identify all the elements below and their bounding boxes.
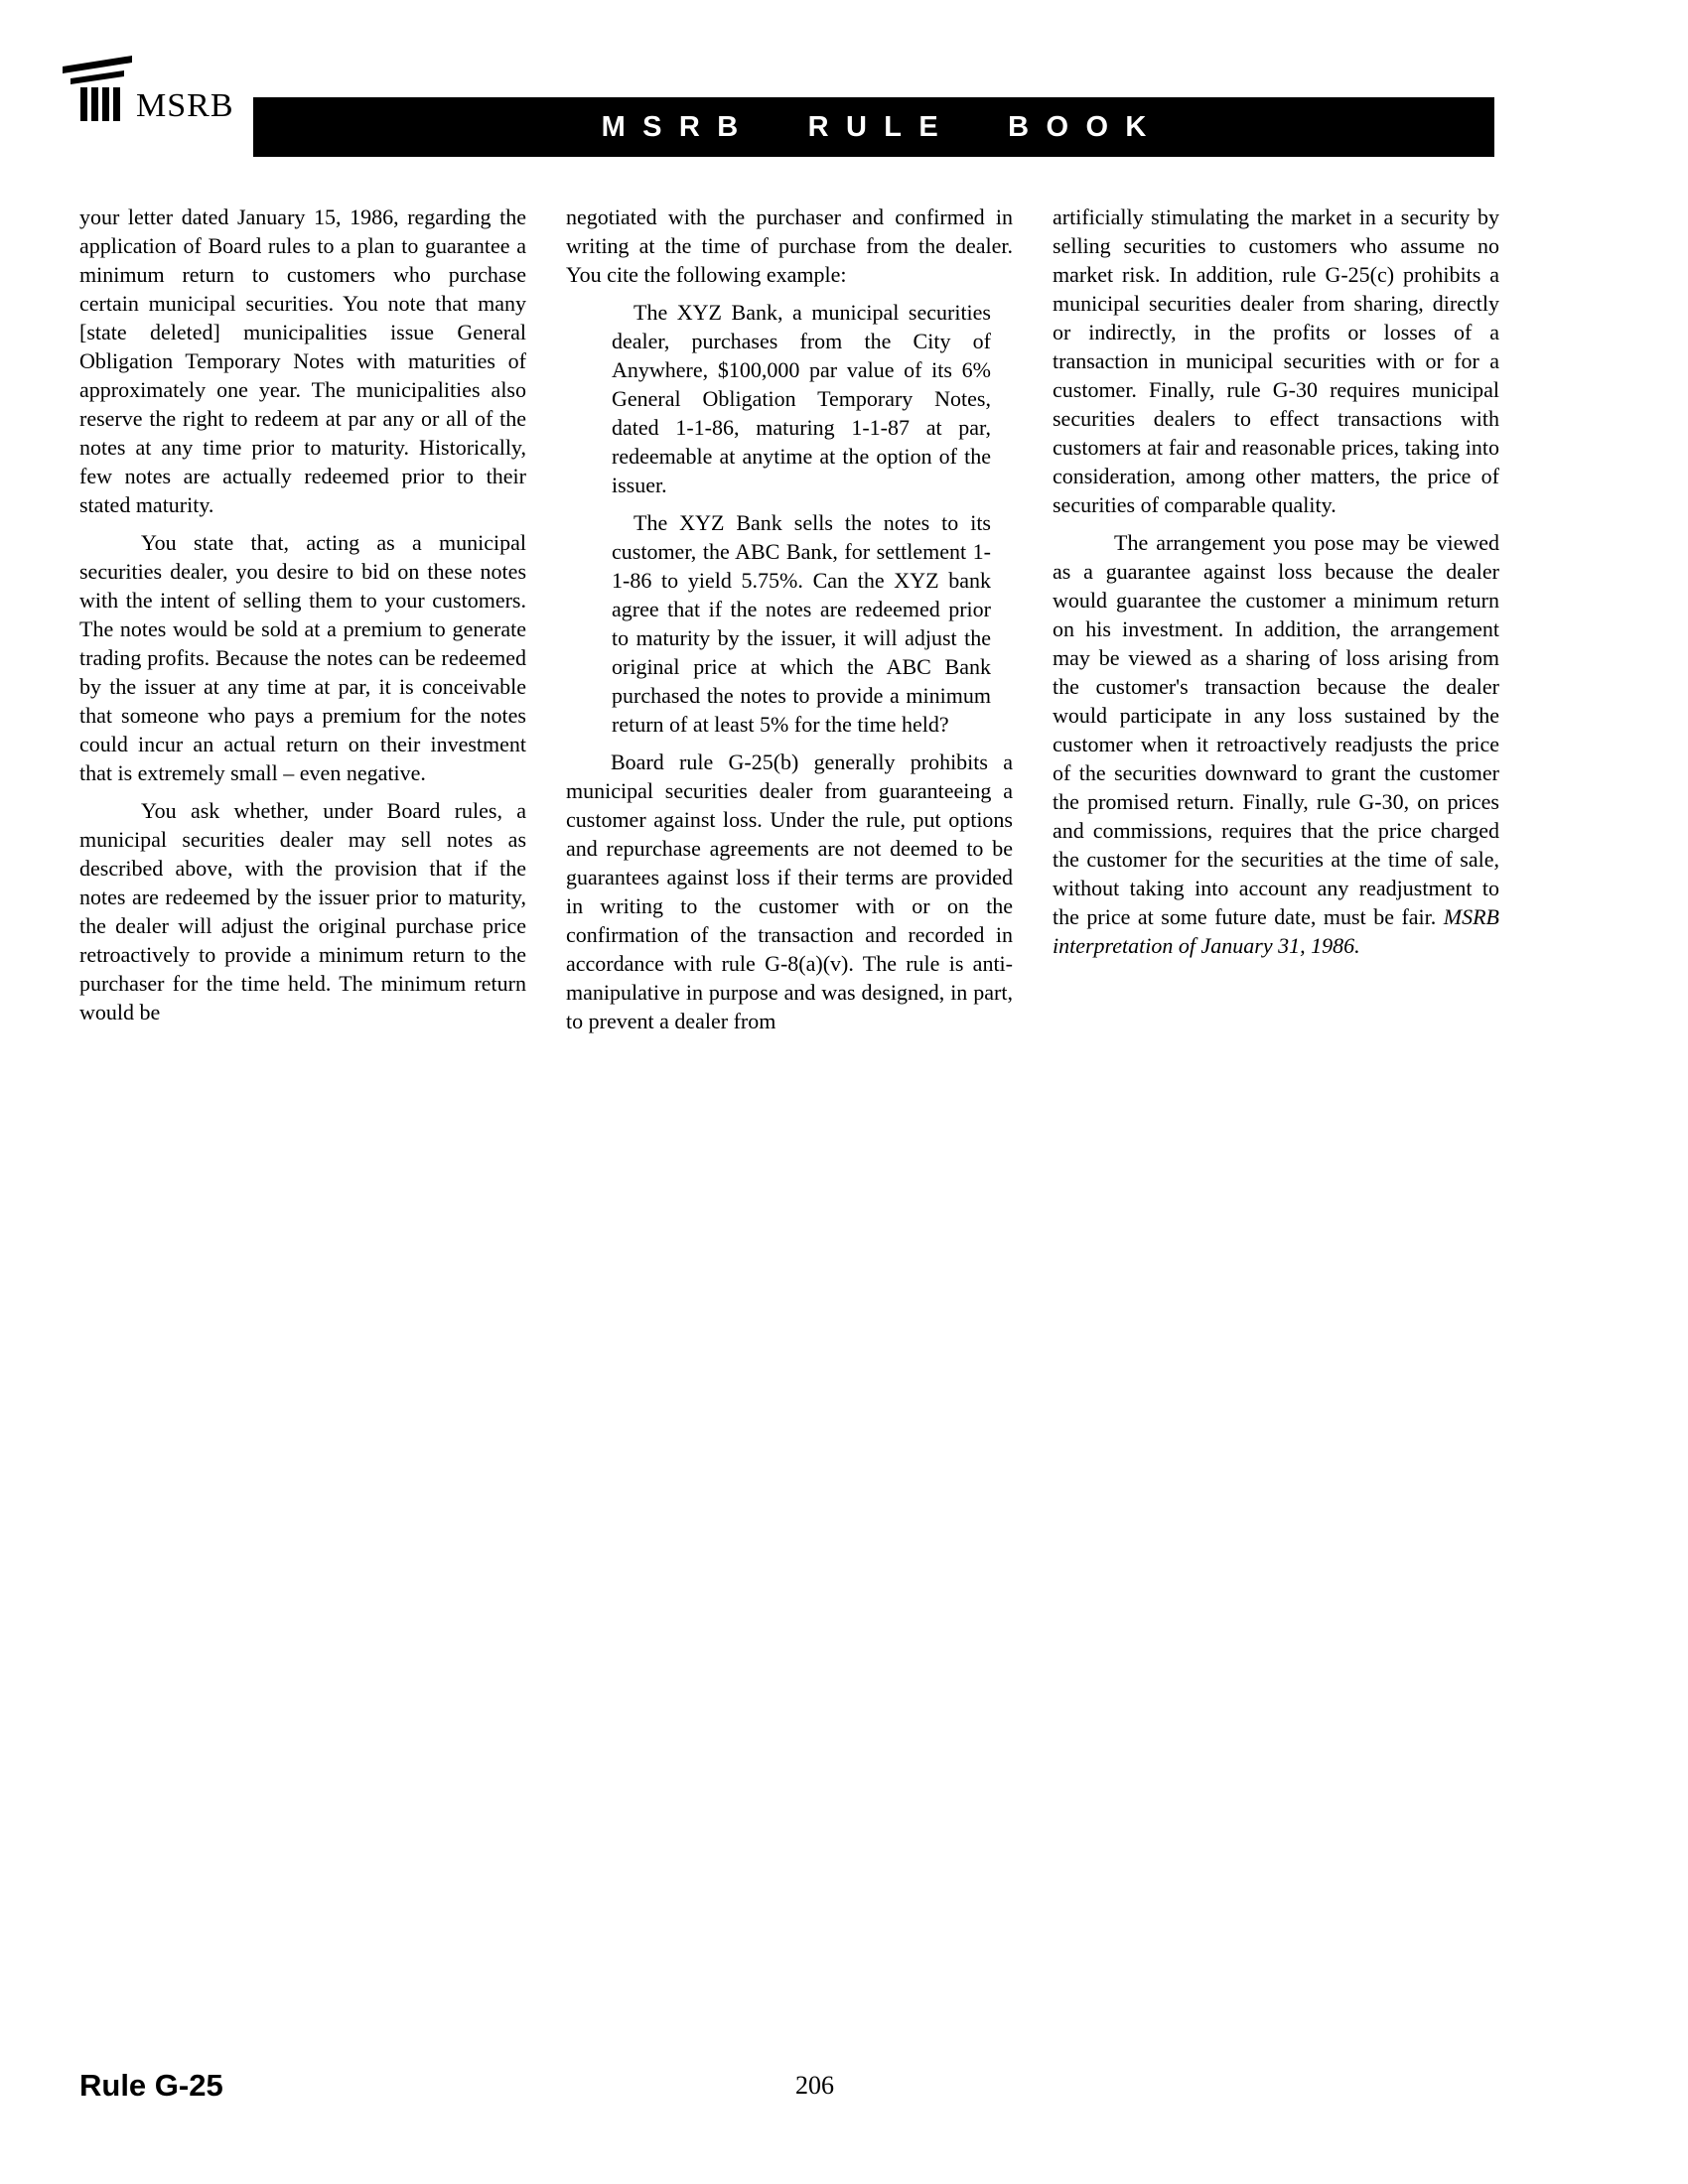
- banner-title: MSRB RULE BOOK: [601, 110, 1164, 143]
- column-1: [79, 203, 526, 1044]
- paragraph: You ask whether, under Board rules, a municipal securities dealer may sell notes as described above, with the provision that if the notes are redeemed by the issuer prior to maturity, the dealer will adjust the original purchase price retroactively to provide a minimum return to the purchaser for the time held. The minimum return would be: [79, 798, 526, 1024]
- paragraph: artificially stimulating the market in a security by selling securities to customers who assume no market risk. In addition, rule G-25(c) prohibits a municipal securities dealer from sharing, directly or indirectly, in the profits or losses of a transaction in municipal securities with or for a customer. Finally, rule G-30 requires municipal securities dealers to effect transactions with customers at fair and reasonable prices, taking into consideration, among other matters, the price of securities of comparable quality.: [1053, 205, 1499, 517]
- paragraph: negotiated with the purchaser and confirmed in writing at the time of purchase from the dealer. You cite the following example:: [566, 205, 1013, 287]
- msrb-column-icon: [62, 54, 133, 121]
- example-quote: The XYZ Bank sells the notes to its customer, the ABC Bank, for settlement 1-1-86 to yield 5.75%. Can the XYZ bank agree that if the notes are redeemed prior to maturity by the issuer, it will adjust the original price at which the ABC Bank purchased the notes to provide a minimum return of at least 5% for the time held?: [612, 510, 991, 737]
- logo-wordmark: MSRB: [136, 87, 234, 124]
- msrb-logo: [62, 54, 234, 124]
- footer-page-number: 206: [795, 2071, 834, 2100]
- paragraph: Board rule G-25(b) generally prohibits a municipal securities dealer from guaranteeing a customer against loss. Under the rule, put options and repurchase agreements are not deemed to be guarantees against loss if their terms are provided in writing to the customer with or on the confirmation of the transaction and recorded in accordance with rule G-8(a)(v). The rule is anti-manipulative in purpose and was designed, in part, to prevent a dealer from: [566, 750, 1013, 1033]
- article-columns: [79, 203, 1499, 1044]
- rule-book-banner: [253, 97, 1494, 157]
- footer-rule-label: Rule G-25: [79, 2068, 223, 2103]
- interpretation-citation: MSRB interpretation of January 31, 1986.: [1053, 904, 1499, 958]
- column-3: [1053, 203, 1499, 1044]
- example-quote: The XYZ Bank, a municipal securities dealer, purchases from the City of Anywhere, $100,000 par value of its 6% General Obligation Temporary Notes, dated 1-1-86, maturing 1-1-87 at par, redeemable at anytime at the option of the issuer.: [612, 300, 991, 497]
- paragraph: your letter dated January 15, 1986, regarding the application of Board rules to a plan to guarantee a minimum return to customers who purchase certain municipal securities. You note that many [state deleted] municipalities issue General Obligation Temporary Notes with maturities of approximately one year. The municipalities also reserve the right to redeem at par any or all of the notes at any time prior to maturity. Historically, few notes are actually redeemed prior to their stated maturity.: [79, 205, 526, 517]
- paragraph-text: The arrangement you pose may be viewed as a guarantee against loss because the dealer would guarantee the customer a minimum return on his investment. In addition, the arrangement may be viewed as a sharing of loss arising from the customer's transaction because the dealer would participate in any loss sustained by the customer when it retroactively readjusts the price of the securities downward to grant the customer the promised return. Finally, rule G-30, on prices and commissions, requires that the price charged the customer for the securities at the time of sale, without taking into account any readjustment to the price at some future date, must be fair.: [1053, 530, 1499, 929]
- column-2: [566, 203, 1013, 1044]
- paragraph: You state that, acting as a municipal securities dealer, you desire to bid on these notes with the intent of selling them to your customers. The notes would be sold at a premium to generate trading profits. Because the notes can be redeemed by the issuer at any time at par, it is conceivable that someone who pays a premium for the notes could incur an actual return on their investment that is extremely small – even negative.: [79, 530, 526, 785]
- paragraph: [1053, 528, 1499, 960]
